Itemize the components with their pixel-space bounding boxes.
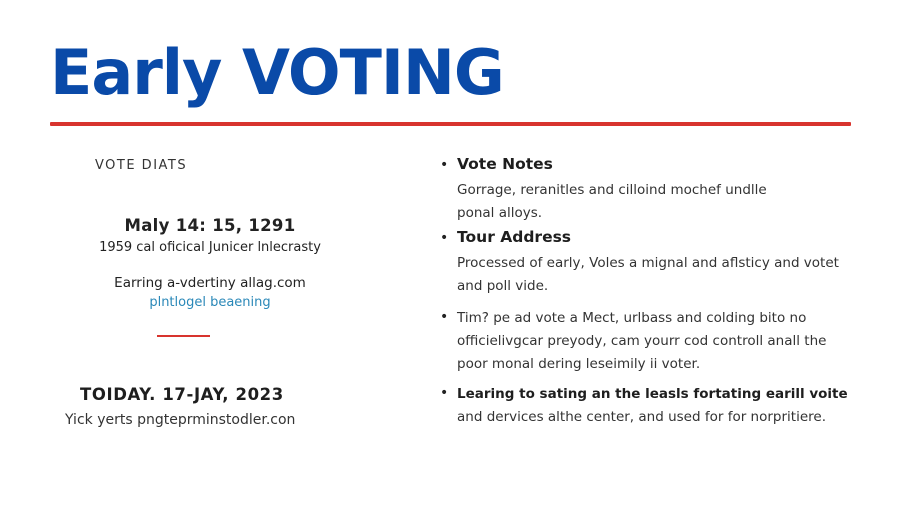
today-date: TOIDAY. 17-JAY, 2023 [80, 385, 284, 404]
vote-dates-label: VOTE DIATS [95, 158, 188, 173]
bullet-body: Gorrage, reranitles and cilloind mochef undlle ponal alloys. [457, 182, 767, 221]
bullet-icon: • [440, 230, 449, 246]
bullet-icon: • [440, 385, 449, 401]
today-website: Yick yerts pngteprminstodler.con [65, 412, 296, 428]
title-divider [50, 122, 851, 126]
contact-link[interactable]: plntlogel beaening [149, 295, 271, 310]
section-divider [157, 335, 210, 337]
bullet-icon: • [440, 309, 449, 325]
bullet-heading: Vote Notes [457, 155, 553, 173]
contact-website: Earring a-vdertiny allag.com [114, 275, 306, 291]
vote-date: Maly 14: 15, 1291 [124, 216, 296, 235]
bullet-icon: • [440, 157, 449, 173]
vote-date-description: 1959 cal oficical Junicer lnlecrasty [99, 240, 321, 255]
page-title: Early VOTING [50, 36, 504, 109]
bullet-body: Learing to sating an the leasls fortating earill voite and dervices althe center, and used for for norpritiere. [457, 386, 848, 425]
bullet-body: Tim? pe ad vote a Mect, urlbass and colding bito no officielivgcar preyody, cam yourr cod controll anall the poor monal dering leseimily ii voter. [457, 310, 827, 372]
bullet-body: Processed of early, Voles a mignal and aflsticy and votet and poll vide. [457, 255, 839, 294]
bullet-heading: Tour Address [457, 228, 572, 246]
